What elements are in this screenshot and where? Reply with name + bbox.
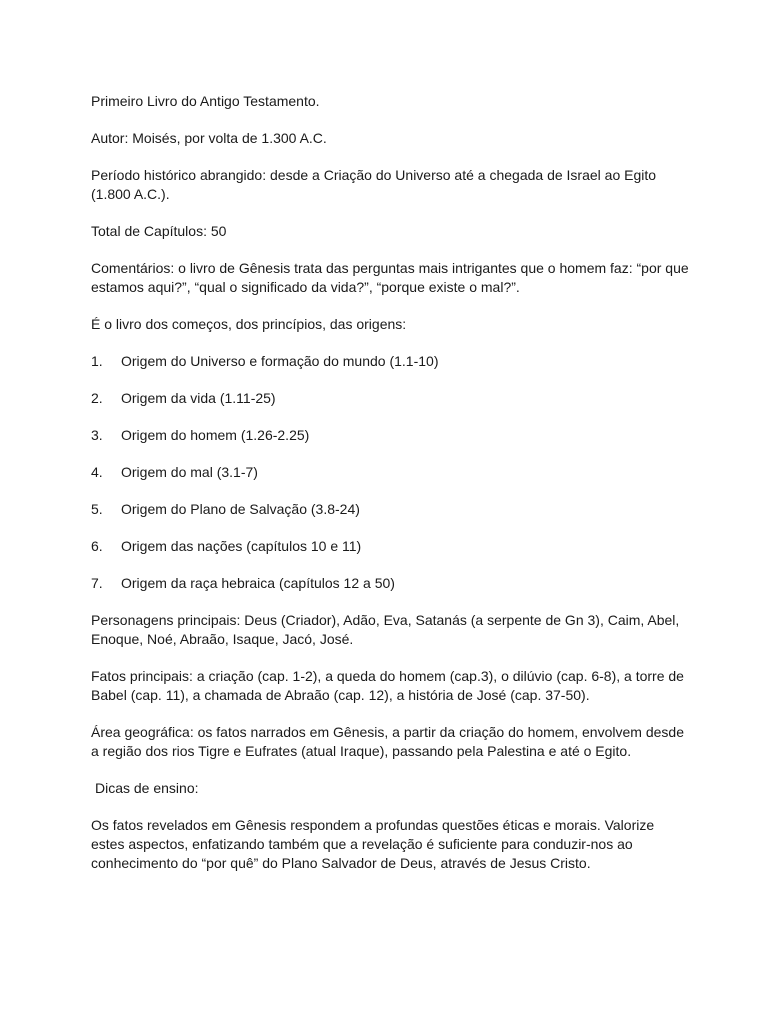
list-item-text: Origem do homem (1.26-2.25)	[121, 427, 310, 443]
chapters-paragraph: Total de Capítulos: 50	[91, 223, 227, 239]
list-item	[91, 389, 691, 408]
facts-paragraph: Fatos principais: a criação (cap. 1-2), a queda do homem (cap.3), o dilúvio (cap. 6-8), a torre de Babel (cap. 11), a chamada de Abraão (cap. 12), a história de José (cap. 37-50).	[91, 668, 684, 703]
period-paragraph: Período histórico abrangido: desde a Criação do Universo até a chegada de Israel ao Egito (1.800 A.C.).	[91, 167, 657, 202]
origins-list	[91, 352, 691, 593]
list-item	[91, 426, 691, 445]
author-paragraph: Autor: Moisés, por volta de 1.300 A.C.	[91, 130, 327, 146]
list-item-number: 4.	[91, 464, 103, 480]
list-item-number: 5.	[91, 501, 103, 517]
list-item-text: Origem do Plano de Salvação (3.8-24)	[121, 501, 360, 517]
list-item-text: Origem da raça hebraica (capítulos 12 a 50)	[121, 575, 395, 591]
tips-paragraph: Os fatos revelados em Gênesis respondem a profundas questões éticas e morais. Valorize estes aspectos, enfatizando também que a revelação é suficiente para conduzir-nos ao conhecimento do “por quê” do Plano Salvador de Deus, através de Jesus Cristo.	[91, 817, 655, 871]
characters-paragraph: Personagens principais: Deus (Criador), Adão, Eva, Satanás (a serpente de Gn 3), Caim, Abel, Enoque, Noé, Abraão, Isaque, Jacó, José.	[91, 612, 680, 647]
list-item	[91, 352, 691, 371]
list-item-text: Origem das nações (capítulos 10 e 11)	[121, 538, 362, 554]
geography-paragraph: Área geográfica: os fatos narrados em Gênesis, a partir da criação do homem, envolvem desde a região dos rios Tigre e Eufrates (atual Iraque), passando pela Palestina e até o Egito.	[91, 724, 684, 759]
tips-heading: Dicas de ensino:	[95, 780, 199, 796]
list-item-number: 3.	[91, 427, 103, 443]
comments-paragraph: Comentários: o livro de Gênesis trata das perguntas mais intrigantes que o homem faz: “por que estamos aqui?”, “qual o significado da vida?”, “porque existe o mal?”.	[91, 260, 689, 295]
intro-paragraph: Primeiro Livro do Antigo Testamento.	[91, 93, 320, 109]
document-page	[91, 92, 691, 891]
list-item-text: Origem do mal (3.1-7)	[121, 464, 258, 480]
list-item	[91, 574, 691, 593]
list-item-number: 2.	[91, 390, 103, 406]
list-item-number: 6.	[91, 538, 103, 554]
list-item-number: 1.	[91, 353, 103, 369]
list-item	[91, 500, 691, 519]
list-item-text: Origem da vida (1.11-25)	[121, 390, 276, 406]
list-item	[91, 537, 691, 556]
list-item-number: 7.	[91, 575, 103, 591]
list-item-text: Origem do Universo e formação do mundo (1.1-10)	[121, 353, 439, 369]
list-item	[91, 463, 691, 482]
beginnings-paragraph: É o livro dos começos, dos princípios, das origens:	[91, 316, 407, 332]
